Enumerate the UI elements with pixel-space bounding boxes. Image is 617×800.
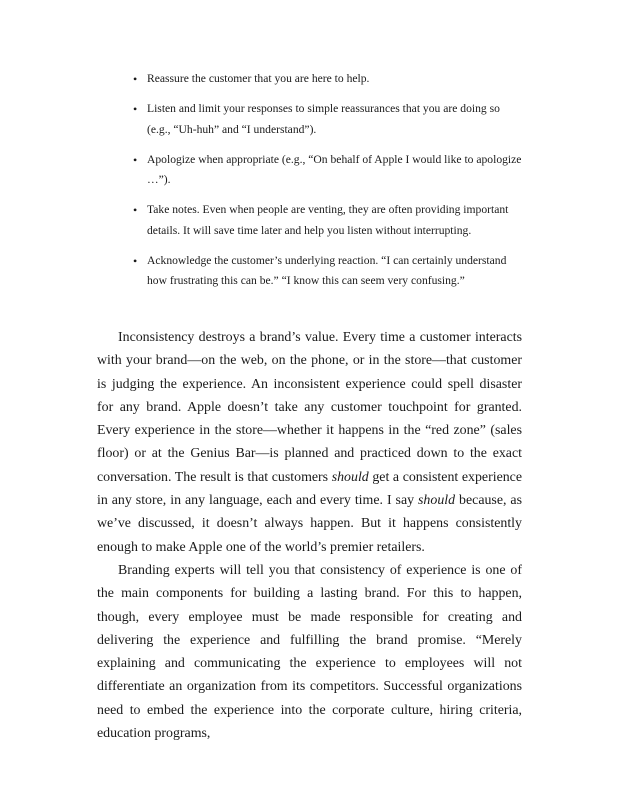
paragraph-consistency [97, 326, 522, 559]
paragraph-text: Inconsistency destroys a brand’s value. Every time a customer interacts with your brand—on the web, on the phone, or in the store—that customer is judging the experience. An inconsistent experience could spell disaster for any brand. Apple doesn’t take any customer touchpoint for granted. Every experience in the store—whether it happens in the “red zone” (sales floor) or at the Genius Bar—is planned and practiced down to the exact conversation. The result is that customers [97, 330, 522, 485]
bullet-icon: • [133, 253, 138, 268]
body-text [97, 326, 522, 745]
bullet-text: Apologize when appropriate (e.g., “On behalf of Apple I would like to apologize …”). [147, 152, 522, 186]
list-item [130, 200, 526, 241]
emphasis-should: should [418, 493, 456, 509]
emphasis-should: should [331, 469, 369, 485]
bullet-text: Reassure the customer that you are here to help. [147, 72, 370, 85]
bullet-icon: • [133, 152, 138, 167]
list-item [130, 251, 526, 292]
paragraph-text: because, as we’ve discussed, it doesn’t always happen. But it happens consistently enough to make Apple one of the world’s premier retailers. [97, 493, 523, 555]
list-item [130, 69, 526, 90]
bullet-text: Take notes. Even when people are venting, they are often providing important details. It will save time later and help you listen without interrupting. [147, 203, 509, 237]
bullet-icon: • [133, 102, 138, 116]
bullet-text: Acknowledge the customer’s underlying reaction. “I can certainly understand how frustrating this can be.” “I know this can seem very confusing.” [147, 253, 507, 287]
paragraph-branding: Branding experts will tell you that consistency of experience is one of the main components for building a lasting brand. For this to happen, though, every employee must be made responsible for creating and delivering the experience and fulfilling the brand promise. “Merely explaining and communicating the experience to employees will not differentiate an organization from its competitors. Successful organizations need to embed the experience into the corporate culture, hiring criteria, education programs, [97, 562, 522, 742]
list-item [130, 150, 526, 191]
bullet-icon: • [133, 203, 138, 217]
list-item [130, 99, 526, 140]
paragraph-text: get a consistent experience in any store, in any language, each and every time. I say [97, 469, 523, 509]
bullet-text: Listen and limit your responses to simple reassurances that you are doing so (e.g., “Uh-huh” and “I understand”). [147, 102, 500, 136]
bullet-icon: • [133, 72, 138, 86]
bullet-list [130, 69, 526, 301]
